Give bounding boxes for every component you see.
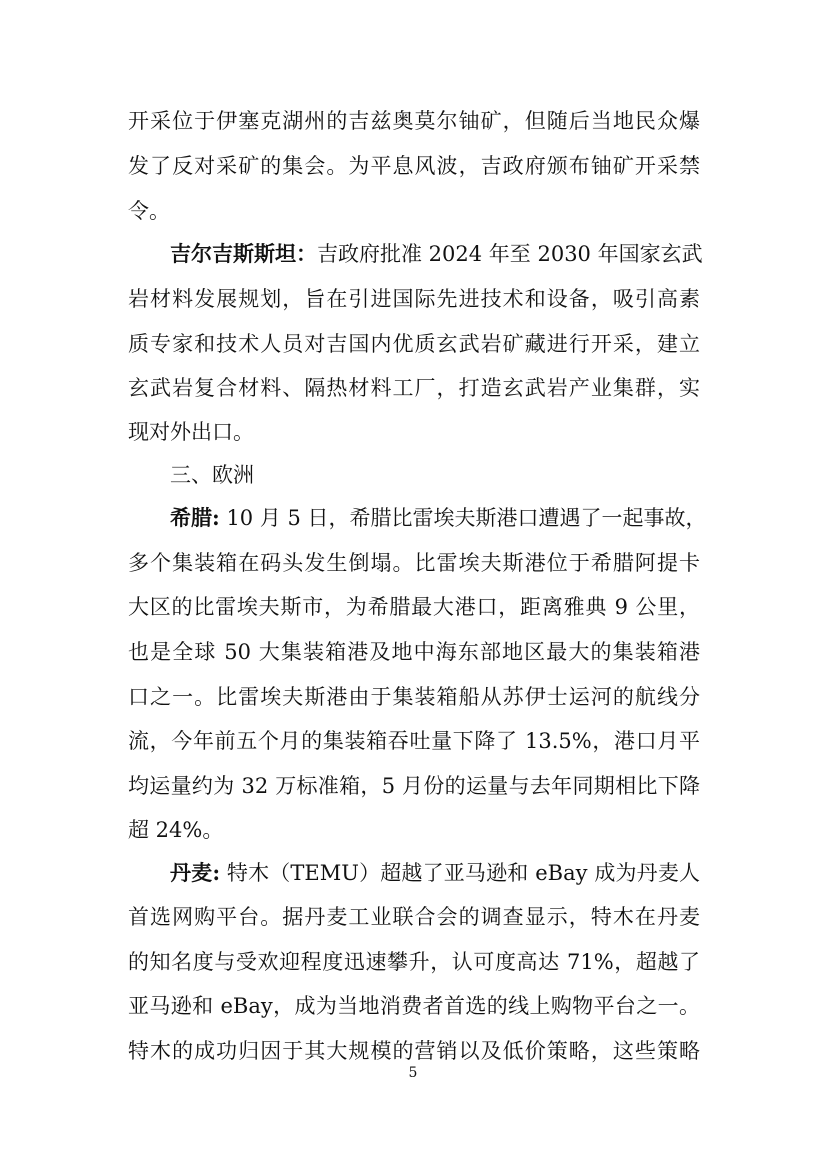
text-line: 大区的比雷埃夫斯市，为希腊最大港口，距离雅典 9 公里，	[128, 595, 700, 619]
country-heading: 吉尔吉斯斯坦：	[170, 241, 317, 266]
text-line: 特木的成功归因于其大规模的营销以及低价策略，这些策略	[128, 1039, 700, 1063]
text-line: 令。	[128, 199, 170, 223]
text-line: 亚马逊和 eBay，成为当地消费者首选的线上购物平台之一。	[128, 994, 700, 1018]
paragraph-first-line	[128, 504, 707, 532]
text-line: 首选网购平台。据丹麦工业联合会的调查显示，特木在丹麦	[128, 905, 700, 929]
text-line: 的知名度与受欢迎程度迅速攀升，认可度高达 71%，超越了	[128, 950, 700, 974]
text-line: 质专家和技术人员对吉国内优质玄武岩矿藏进行开采，建立	[128, 332, 700, 356]
text-line: 现对外出口。	[128, 420, 254, 444]
country-heading: 希腊:	[170, 505, 220, 530]
text-line: 岩材料发展规划，旨在引进国际先进技术和设备，吸引高素	[128, 287, 700, 311]
country-heading: 丹麦:	[170, 860, 221, 885]
text-line: 均运量约为 32 万标准箱，5 月份的运量与去年同期相比下降	[128, 774, 700, 798]
text-line: 玄武岩复合材料、隔热材料工厂，打造玄武岩产业集群，实	[128, 376, 700, 400]
text-line: 多个集装箱在码头发生倒塌。比雷埃夫斯港位于希腊阿提卡	[128, 551, 700, 575]
text-segment: 10 月 5 日，希腊比雷埃夫斯港口遭遇了一起事故，	[219, 506, 707, 530]
text-line: 超 24%。	[128, 818, 224, 842]
text-line: 开采位于伊塞克湖州的吉兹奥莫尔铀矿，但随后当地民众爆	[128, 109, 700, 133]
text-line: 发了反对采矿的集会。为平息风波，吉政府颁布铀矿开采禁	[128, 154, 700, 178]
text-line: 口之一。比雷埃夫斯港由于集装箱船从苏伊士运河的航线分	[128, 685, 700, 709]
text-line: 流，今年前五个月的集装箱吞吐量下降了 13.5%，港口月平	[128, 729, 700, 753]
text-segment: 特木（TEMU）超越了亚马逊和 eBay 成为丹麦人	[220, 861, 700, 885]
page-number: 5	[408, 1065, 418, 1081]
text-segment: 吉政府批准 2024 年至 2030 年国家玄武	[317, 242, 703, 266]
paragraph-first-line	[128, 859, 700, 887]
section-heading: 三、欧洲	[170, 463, 254, 487]
paragraph-first-line	[128, 240, 703, 268]
text-line: 也是全球 50 大集装箱港及地中海东部地区最大的集装箱港	[128, 640, 700, 664]
